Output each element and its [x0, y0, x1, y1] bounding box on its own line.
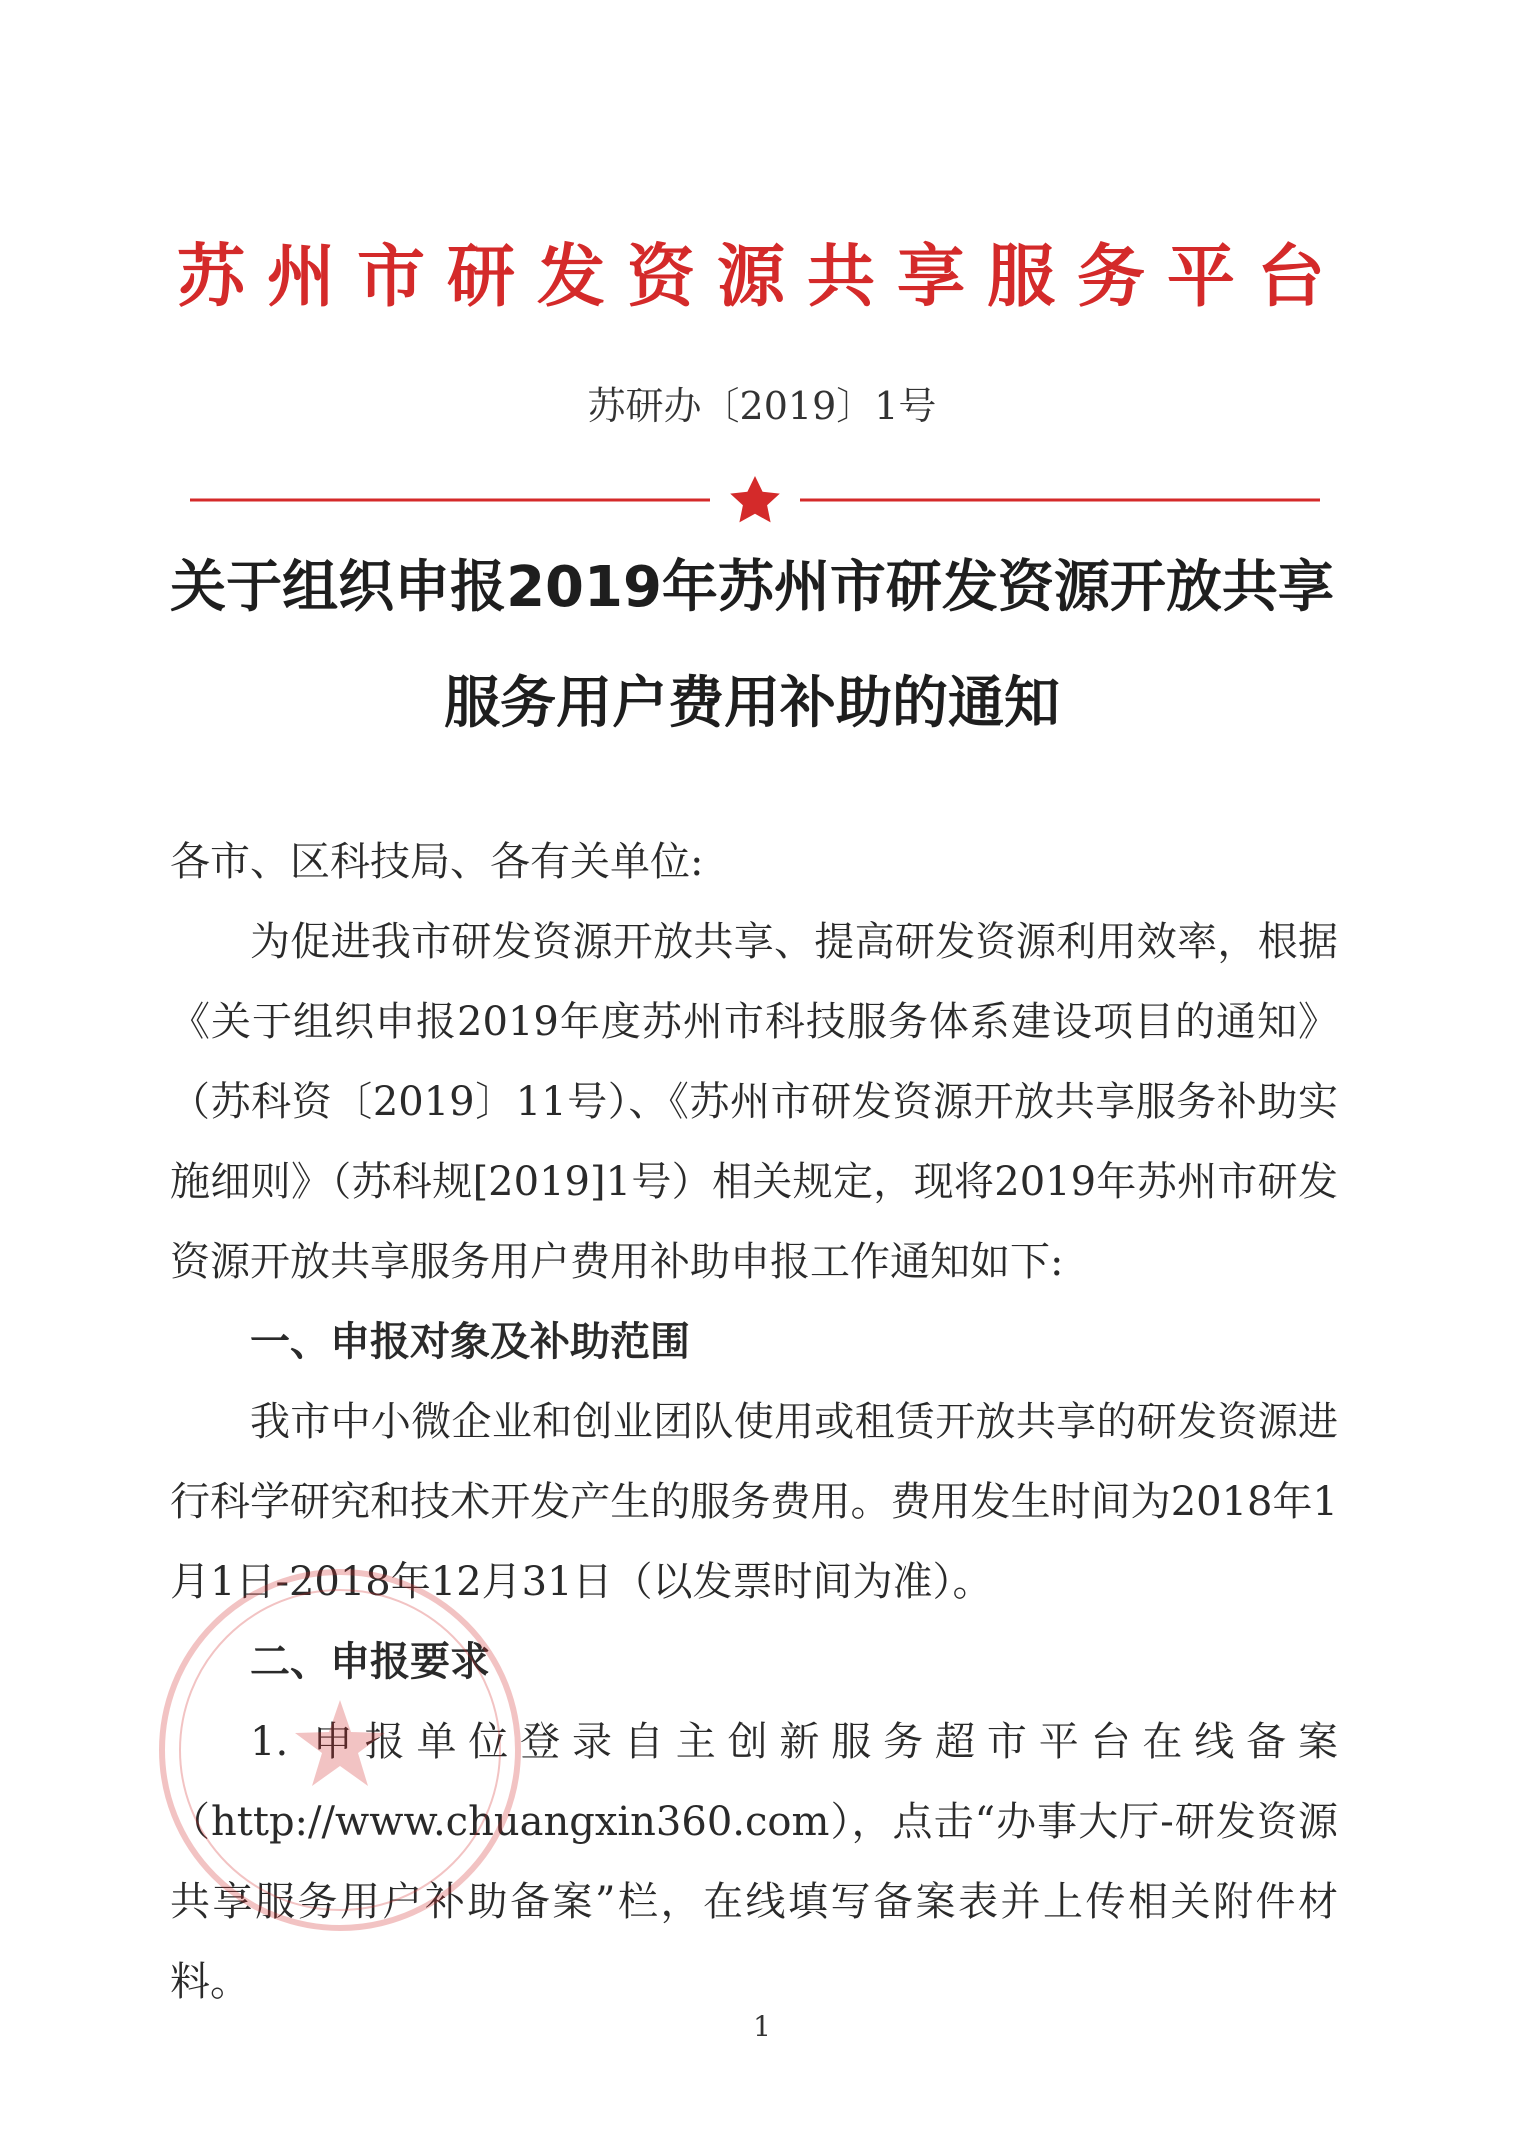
document-number: 苏研办〔2019〕1号: [587, 384, 937, 428]
notice-title-line-1: 关于组织申报2019年苏州市研发资源开放共享: [170, 555, 1334, 620]
section-2-heading: 二、申报要求: [250, 1639, 490, 1685]
red-divider: [190, 470, 1320, 530]
salutation: 各市、区科技局、各有关单位:: [170, 839, 704, 885]
organization-title: 苏州市研发资源共享服务平台: [176, 238, 1347, 317]
notice-title: [140, 530, 1364, 762]
notice-title-line-2: 服务用户费用补助的通知: [444, 671, 1060, 736]
section-1-paragraph: 我市中小微企业和创业团队使用或租赁开放共享的研发资源进行科学研究和技术开发产生的服务费用。费用发生时间为2018年1月1日-2018年12月31日（以发票时间为准）。: [170, 1399, 1338, 1605]
page-number: 1: [753, 2010, 771, 2043]
section-2-item-1: 1. 申报单位登录自主创新服务超市平台在线备案（http://www.chuangxin360.com），点击“办事大厅-研发资源共享服务用户补助备案”栏，在线填写备案表并上传相关附件材料。: [170, 1719, 1338, 2005]
red-seal-stamp: [150, 1560, 530, 1940]
star-icon: [730, 476, 780, 522]
section-1-heading: 一、申报对象及补助范围: [250, 1319, 690, 1365]
intro-paragraph: 为促进我市研发资源开放共享、提高研发资源利用效率，根据《关于组织申报2019年度苏州市科技服务体系建设项目的通知》（苏科资〔2019〕11号）、《苏州市研发资源开放共享服务补助实施细则》（苏科规[2019]1号）相关规定，现将2019年苏州市研发资源开放共享服务用户费用补助申报工作通知如下:: [170, 919, 1338, 1285]
